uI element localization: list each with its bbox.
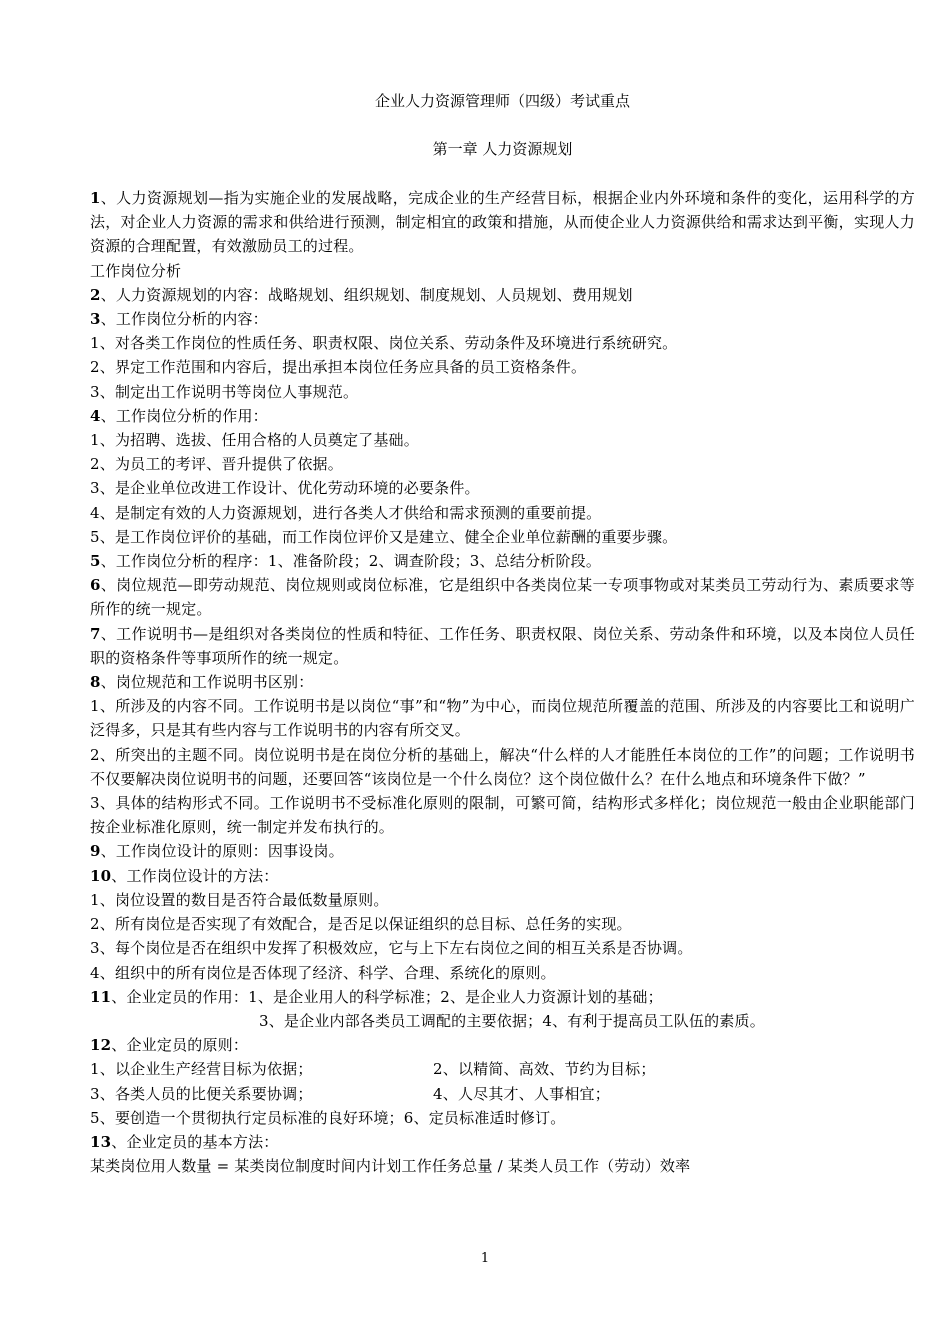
paragraph-7 [90, 622, 915, 670]
item-text: 、企业定员的作用：1、是企业用人的科学标准；2、是企业人力资源计划的基础； [111, 987, 663, 1006]
list-item: 1、为招聘、选拔、任用合格的人员奠定了基础。 [90, 431, 419, 450]
list-item: 5、是工作岗位评价的基础，而工作岗位评价又是建立、健全企业单位薪酬的重要步骤。 [90, 527, 678, 546]
list-item: 4、是制定有效的人力资源规划，进行各类人才供给和需求预测的重要前提。 [90, 503, 602, 522]
paragraph-2 [90, 283, 915, 307]
list-item: 1、以企业生产经营目标为依据； [90, 1060, 313, 1079]
item-number: 13 [90, 1132, 112, 1151]
list-item: 2、所有岗位是否实现了有效配合，是否足以保证组织的总目标、总任务的实现。 [90, 915, 632, 934]
document-title: 企业人力资源管理师（四级）考试重点 [374, 92, 630, 110]
item-number: 11 [90, 987, 112, 1006]
paragraph-5 [90, 549, 915, 573]
item-text: 、工作岗位分析的作用： [100, 406, 268, 425]
list-item: 3、具体的结构形式不同。工作说明书不受标准化原则的限制，可繁可简，结构形式多样化；岗位规范一般由企业职能部门按企业标准化原则，统一制定并发布执行的。 [90, 794, 915, 837]
item-number: 7 [90, 624, 101, 643]
item-text: 、工作岗位分析的内容： [100, 310, 268, 329]
item-number: 10 [90, 866, 112, 885]
item-text: 、企业定员的基本方法： [111, 1132, 279, 1151]
list-item: 1、岗位设置的数目是否符合最低数量原则。 [90, 890, 389, 909]
list-item: 3、每个岗位是否在组织中发挥了积极效应，它与上下左右岗位之间的相互关系是否协调。 [90, 939, 693, 958]
paragraph-13 [90, 1130, 915, 1154]
list-item: 3、各类人员的比便关系要协调； [90, 1084, 313, 1103]
paragraph-9 [90, 839, 915, 863]
item-number: 6 [90, 576, 101, 595]
list-item-continued: 3、是企业内部各类员工调配的主要依据；4、有利于提高员工队伍的素质。 [259, 1011, 765, 1030]
section-heading: 工作岗位分析 [90, 261, 182, 280]
two-column-row [90, 1057, 915, 1081]
paragraph-12 [90, 1033, 915, 1057]
item-text: 、工作说明书—是组织对各类岗位的性质和特征、工作任务、职责权限、岗位关系、劳动条件和环境，以及本岗位人员任职的资格条件等事项所作的统一规定。 [90, 624, 915, 667]
paragraph-3 [90, 307, 915, 331]
list-item: 1、所涉及的内容不同。工作说明书是以岗位“事”和“物”为中心，而岗位规范所覆盖的范围、所涉及的内容要比工和说明广泛得多，只是其有些内容与工作说明书的内容有所交叉。 [90, 697, 915, 740]
item-number: 4 [90, 406, 101, 425]
paragraph-8 [90, 670, 915, 694]
list-item: 4、组织中的所有岗位是否体现了经济、科学、合理、系统化的原则。 [90, 963, 556, 982]
list-item: 5、要创造一个贯彻执行定员标准的良好环境；6、定员标准适时修订。 [90, 1108, 566, 1127]
item-text: 、岗位规范—即劳动规范、岗位规则或岗位标准，它是组织中各类岗位某一专项事物或对某类员工劳动行为、素质要求等所作的统一规定。 [90, 576, 915, 619]
paragraph-11 [90, 985, 915, 1009]
paragraph-4 [90, 404, 915, 428]
list-item: 2、以精简、高效、节约为目标； [433, 1060, 656, 1079]
item-text: 、岗位规范和工作说明书区别： [100, 673, 314, 692]
item-number: 1 [90, 189, 101, 207]
paragraph-6 [90, 573, 915, 621]
formula: 某类岗位用人数量 = 某类岗位制度时间内计划工作任务总量 / 某类人员工作（劳动）效率 [90, 1157, 691, 1176]
list-item: 3、制定出工作说明书等岗位人事规范。 [90, 382, 359, 401]
document-body [90, 186, 915, 1178]
chapter-title: 第一章 人力资源规划 [432, 140, 573, 158]
item-text: 、工作岗位设计的原则：因事设岗。 [100, 842, 344, 861]
list-item: 3、是企业单位改进工作设计、优化劳动环境的必要条件。 [90, 479, 480, 498]
item-number: 12 [90, 1036, 112, 1055]
paragraph-10 [90, 864, 915, 888]
item-text: 、人力资源规划的内容：战略规划、组织规划、制度规划、人员规划、费用规划 [100, 285, 633, 304]
two-column-row [90, 1082, 915, 1106]
item-number: 8 [90, 673, 101, 692]
item-text: 、企业定员的原则： [111, 1036, 249, 1055]
item-number: 5 [90, 552, 101, 571]
list-item: 4、人尽其才、人事相宜； [433, 1084, 610, 1103]
item-text: 、人力资源规划—指为实施企业的发展战略，完成企业的生产经营目标，根据企业内外环境和条件的变化，运用科学的方法，对企业人力资源的需求和供给进行预测，制定相宜的政策和措施，从而使企业人力资源供给和需求达到平衡，实现人力资源的合理配置，有效激励员工的过程。 [90, 189, 915, 256]
list-item: 2、界定工作范围和内容后，提出承担本岗位任务应具备的员工资格条件。 [90, 358, 587, 377]
item-number: 2 [90, 285, 101, 304]
item-number: 3 [90, 310, 101, 329]
list-item: 2、为员工的考评、晋升提供了依据。 [90, 455, 343, 474]
item-text: 、工作岗位设计的方法： [111, 866, 279, 885]
list-item: 1、对各类工作岗位的性质任务、职责权限、岗位关系、劳动条件及环境进行系统研究。 [90, 334, 678, 353]
item-text: 、工作岗位分析的程序：1、准备阶段；2、调查阶段；3、总结分析阶段。 [100, 552, 602, 571]
page-number: 1 [480, 1251, 490, 1266]
item-number: 9 [90, 842, 101, 861]
paragraph-1 [90, 186, 915, 259]
list-item: 2、所突出的主题不同。岗位说明书是在岗位分析的基础上，解决“什么样的人才能胜任本岗位的工作”的问题；工作说明书不仅要解决岗位说明书的问题，还要回答“该岗位是一个什么岗位？这个岗位做什么？在什么地点和环境条件下做？” [90, 745, 915, 788]
